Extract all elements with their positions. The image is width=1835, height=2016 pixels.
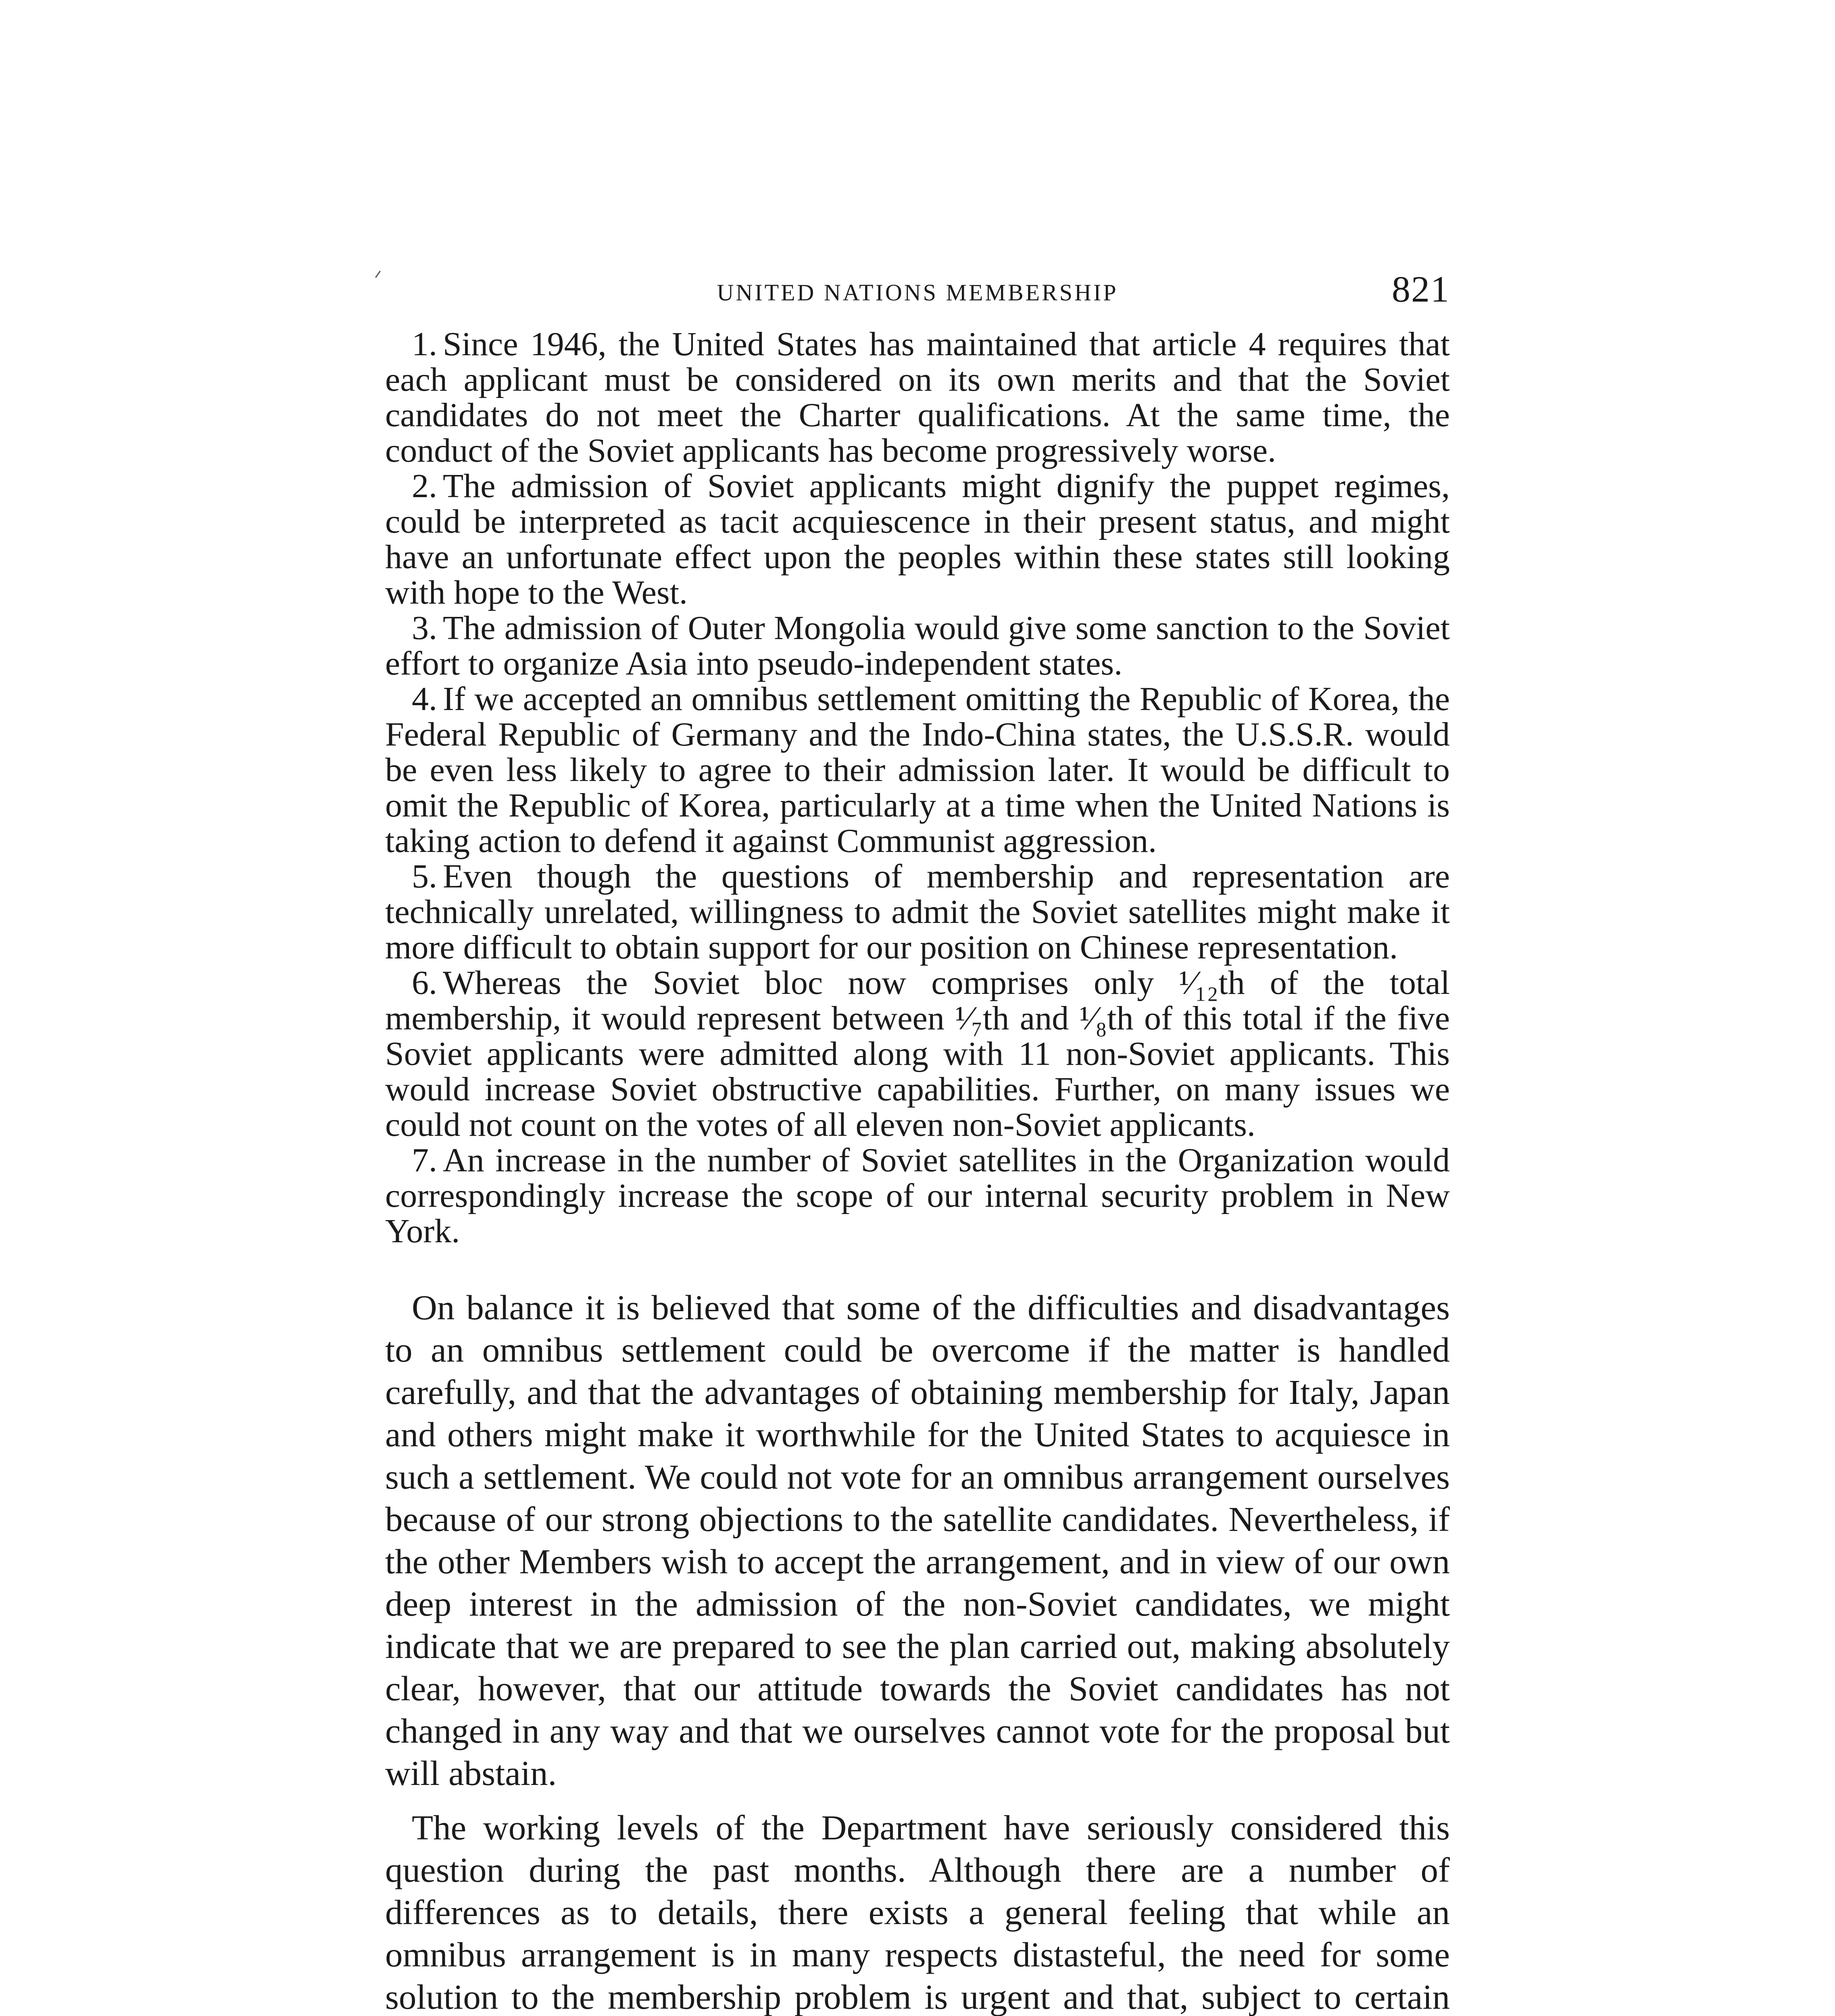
list-item-text: If we accepted an omnibus settlement omitting the Republic of Korea, the Federal Republic of Germany and the Indo-China states, the U.S.S.R. would be even less likely to agree to their admission later. It would be difficult to omit the Republic of Korea, particularly at a time when the United Nations is taking action to defend it against Communist aggression.: [385, 680, 1450, 860]
list-item-number: 6.: [412, 964, 437, 1002]
margin-mark: [375, 271, 383, 279]
list-item: [385, 610, 1450, 681]
list-item-number: 2.: [412, 467, 437, 505]
list-item: [385, 1143, 1450, 1249]
list-item-number: 5.: [412, 858, 437, 895]
body-paragraph: On balance it is believed that some of the difficulties and disadvantages to an omnibus settlement could be overcome if the matter is handled carefully, and that the advantages of obtaining membership for Italy, Japan and others might make it worthwhile for the United States to acquiesce in such a settlement. We could not vote for an omnibus arrangement ourselves because of our strong objections to the satellite candidates. Nevertheless, if the other Members wish to accept the arrangement, and in view of our own deep interest in the admission of the non-Soviet candidates, we might indicate that we are prepared to see the plan carried out, making absolutely clear, however, that our attitude towards the Soviet candidates has not changed in any way and that we ourselves cannot vote for the proposal but will abstain.: [385, 1288, 1450, 1793]
list-item: [385, 965, 1450, 1143]
running-head: [385, 242, 1450, 310]
list-item-number: 1.: [412, 325, 437, 363]
list-item: [385, 681, 1450, 859]
list-item-text: An increase in the number of Soviet satellites in the Organization would correspondingly increase the scope of our internal security problem in New York.: [385, 1141, 1450, 1250]
list-item-number: 3.: [412, 609, 437, 647]
list-item-number: 4.: [412, 680, 437, 718]
list-item-text: Even though the questions of membership and representation are technically unrelated, willingness to admit the Soviet satellites might make it more difficult to obtain support for our position on Chinese representation.: [385, 858, 1450, 966]
list-item: [385, 469, 1450, 610]
list-item-text: Since 1946, the United States has maintained that article 4 requires that each applicant must be considered on its own merits and that the Soviet candidates do not meet the Charter qualifications. At the same time, the conduct of the Soviet applicants has become progressively worse.: [385, 325, 1450, 469]
page-number: 821: [1392, 269, 1450, 310]
running-title: UNITED NATIONS MEMBERSHIP: [717, 279, 1118, 306]
list-item-text: Whereas the Soviet bloc now comprises only ¹⁄₁₂th of the total membership, it would represent between ¹⁄₇th and ¹⁄₈th of this total if the five Soviet applicants were admitted along with 11 non-Soviet applicants. This would increase Soviet obstructive capabilities. Further, on many issues we could not count on the votes of all eleven non-Soviet applicants.: [385, 964, 1450, 1143]
list-item-number: 7.: [412, 1141, 437, 1179]
document-page: [385, 242, 1450, 2016]
list-item: [385, 859, 1450, 965]
list-item-text: The admission of Soviet applicants might dignify the puppet regimes, could be interpreted as tacit acquiescence in their present status, and might have an unfortunate effect upon the peoples within these states still looking with hope to the West.: [385, 467, 1450, 611]
list-item-text: The admission of Outer Mongolia would give some sanction to the Soviet effort to organize Asia into pseudo-independent states.: [385, 609, 1450, 682]
numbered-list: [385, 327, 1450, 1249]
list-item: [385, 327, 1450, 469]
body-paragraph: The working levels of the Department have seriously considered this question during the past months. Although there are a number of differences as to details, there exists a general feeling that while an omnibus arrangement is in many respects distasteful, the need for some solution to the membership problem is urgent and that, subject to certain: [385, 1808, 1450, 2016]
